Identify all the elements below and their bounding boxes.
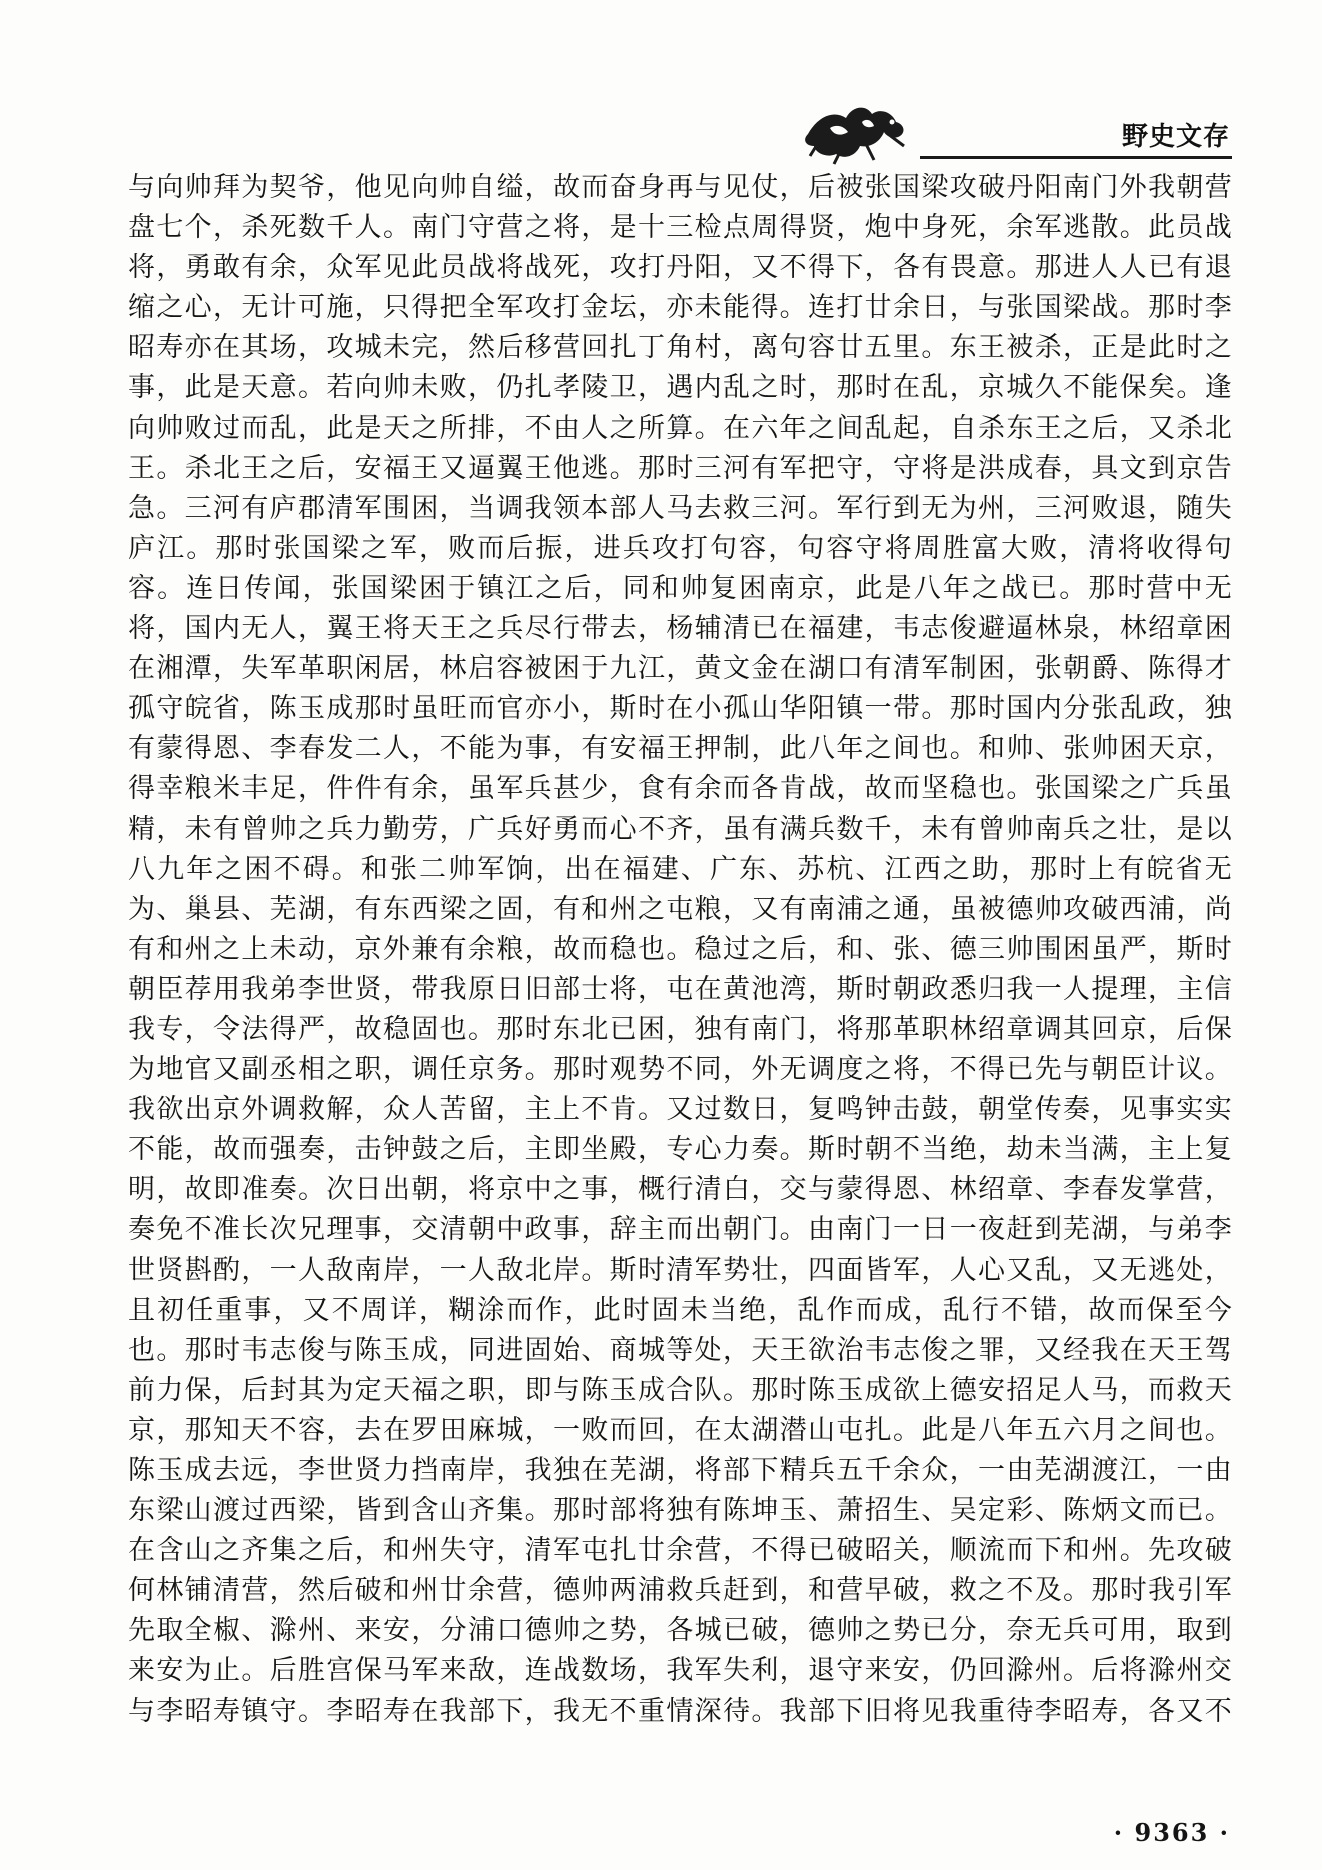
text-line: 与向帅拜为契爷，他见向帅自缢，故而奋身再与见仗，后被张国梁攻破丹阳南门外我朝营 xyxy=(128,172,1232,203)
text-line: 缩之心，无计可施，只得把全军攻打金坛，亦未能得。连打廿余日，与张国梁战。那时李 xyxy=(128,292,1232,324)
text-line: 也。那时韦志俊与陈玉成，同进固始、商城等处，天王欲治韦志俊之罪，又经我在天王驾 xyxy=(128,1334,1232,1366)
text-line: 有蒙得恩、李春发二人，不能为事，有安福王押制，此八年之间也。和帅、张帅困天京， xyxy=(128,733,1232,765)
header-rule xyxy=(920,156,1232,159)
text-line: 先取全椒、滁州、来安，分浦口德帅之势，各城已破，德帅之势已分，奈无兵可用，取到 xyxy=(128,1615,1232,1647)
text-line: 世贤斟酌，一人敌南岸，一人敌北岸。斯时清军势壮，四面皆军，人心又乱，又无逃处， xyxy=(128,1254,1232,1286)
text-line: 在含山之齐集之后，和州失守，清军屯扎廿余营，不得已破昭关，顺流而下和州。先攻破 xyxy=(128,1535,1232,1567)
body-text xyxy=(128,168,1232,1732)
text-line: 明，故即准奏。次日出朝，将京中之事，概行清白，交与蒙得恩、林绍章、李春发掌营， xyxy=(128,1174,1232,1206)
text-line: 将，国内无人，翼王将天王之兵尽行带去，杨辅清已在福建，韦志俊避逼林泉，林绍章困 xyxy=(128,613,1232,645)
text-line: 事，此是天意。若向帅未败，仍扎孝陵卫，遇内乱之时，那时在乱，京城久不能保矣。逢 xyxy=(128,372,1232,404)
text-line: 东梁山渡过西梁，皆到含山齐集。那时部将独有陈坤玉、萧招生、吴定彩、陈炳文而已。 xyxy=(128,1495,1232,1527)
text-line: 我欲出京外调救解，众人苦留，主上不肯。又过数日，复鸣钟击鼓，朝堂传奏，见事实实 xyxy=(128,1094,1232,1126)
text-line: 来安为止。后胜宫保马军来敌，连战数场，我军失利，退守来安，仍回滁州。后将滁州交 xyxy=(128,1655,1232,1687)
text-line: 为地官又副丞相之职，调任京务。那时观势不同，外无调度之将，不得已先与朝臣计议。 xyxy=(128,1054,1232,1086)
text-line: 八九年之困不碍。和张二帅军饷，出在福建、广东、苏杭、江西之助，那时上有皖省无 xyxy=(128,853,1232,885)
text-line: 不能，故而强奏，击钟鼓之后，主即坐殿，专心力奏。斯时朝不当绝，劫未当满，主上复 xyxy=(128,1134,1232,1166)
text-line: 在湘潭，失军革职闲居，林启容被困于九江，黄文金在湖口有清军制困，张朝爵、陈得才 xyxy=(128,653,1232,685)
text-line: 朝臣荐用我弟李世贤，带我原日旧部士将，屯在黄池湾，斯时朝政悉归我一人提理，主信 xyxy=(128,973,1232,1005)
text-line: 昭寿亦在其场，攻城未完，然后移营回扎丁角村，离句容廿五里。东王被杀，正是此时之 xyxy=(128,332,1232,364)
text-line: 庐江。那时张国梁之军，败而后振，进兵攻打句容，句容守将周胜富大败，清将收得句 xyxy=(128,532,1232,564)
text-line: 盘七个，杀死数千人。南门守营之将，是十三检点周得贤，炮中身死，余军逃散。此员战 xyxy=(128,212,1232,244)
text-line: 得幸粮米丰足，件件有余，虽军兵甚少，食有余而各肯战，故而坚稳也。张国梁之广兵虽 xyxy=(128,773,1232,805)
text-line: 急。三河有庐郡清军围困，当调我领本部人马去救三河。军行到无为州，三河败退，随失 xyxy=(128,492,1232,524)
text-line: 容。连日传闻，张国梁困于镇江之后，同和帅复困南京，此是八年之战已。那时营中无 xyxy=(128,572,1232,604)
text-line: 前力保，后封其为定天福之职，即与陈玉成合队。那时陈玉成欲上德安招足人马，而救天 xyxy=(128,1374,1232,1406)
text-line: 何林铺清营，然后破和州廿余营，德帅两浦救兵赶到，和营早破，救之不及。那时我引军 xyxy=(128,1575,1232,1607)
header-title: 野史文存 xyxy=(1121,122,1230,152)
text-line: 奏免不准长次兄理事，交清朝中政事，辞主而出朝门。由南门一日一夜赶到芜湖，与弟李 xyxy=(128,1214,1232,1246)
text-line: 且初任重事，又不周详，糊涂而作，此时固未当绝，乱作而成，乱行不错，故而保至今 xyxy=(128,1294,1232,1326)
text-line: 陈玉成去远，李世贤力挡南岸，我独在芜湖，将部下精兵五千余众，一由芜湖渡江，一由 xyxy=(128,1455,1232,1486)
text-line: 向帅败过而乱，此是天之所排，不由人之所算。在六年之间乱起，自杀东王之后，又杀北 xyxy=(128,412,1232,444)
text-line: 王。杀北王之后，安福王又逼翼王他逃。那时三河有军把守，守将是洪成春，具文到京告 xyxy=(128,452,1232,484)
text-line: 有和州之上未动，京外兼有余粮，故而稳也。稳过之后，和、张、德三帅围困虽严，斯时 xyxy=(128,933,1232,965)
text-line: 精，未有曾帅之兵力勤劳，广兵好勇而心不齐，虽有满兵数千，未有曾帅南兵之壮，是以 xyxy=(128,813,1232,845)
page-number: · 9363 · xyxy=(1113,1818,1230,1847)
text-line: 将，勇敢有余，众军见此员战将战死，攻打丹阳，又不得下，各有畏意。那进人人已有退 xyxy=(128,252,1232,284)
text-line: 为、巢县、芜湖，有东西梁之固，有和州之屯粮，又有南浦之通，虽被德帅攻破西浦，尚 xyxy=(128,893,1232,925)
text-line: 京，那知天不容，去在罗田麻城，一败而回，在太湖潜山屯扎。此是八年五六月之间也。 xyxy=(128,1414,1232,1446)
text-line: 与李昭寿镇守。李昭寿在我部下，我无不重情深待。我部下旧将见我重待李昭寿，各又不 xyxy=(128,1695,1232,1727)
text-line: 孤守皖省，陈玉成那时虽旺而官亦小，斯时在小孤山华阳镇一带。那时国内分张乱政，独 xyxy=(128,693,1232,725)
dragon-icon xyxy=(800,96,910,166)
text-line: 我专，令法得严，故稳固也。那时东北已困，独有南门，将那革职林绍章调其回京，后保 xyxy=(128,1013,1232,1045)
